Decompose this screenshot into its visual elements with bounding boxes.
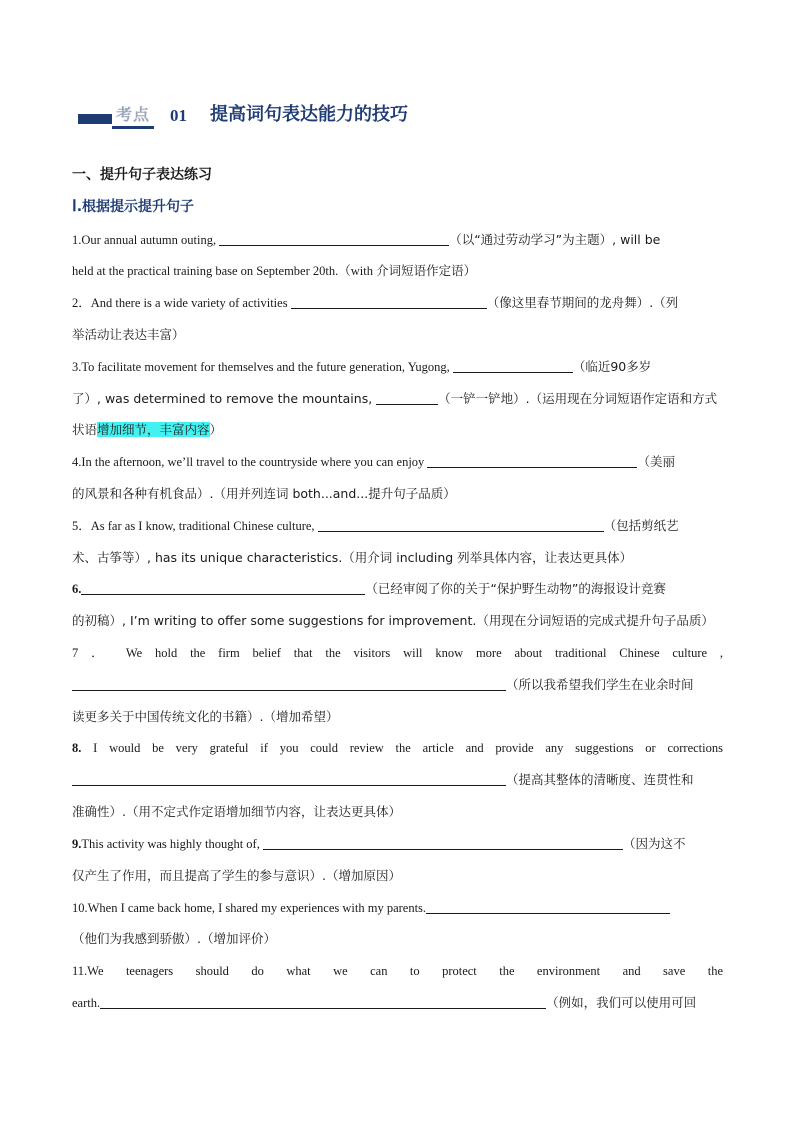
- question-3-line-3: [72, 419, 723, 441]
- question-9-line-2: [72, 865, 723, 887]
- answer-blank[interactable]: [376, 390, 438, 405]
- question-7-line-1: [72, 642, 723, 664]
- answer-blank[interactable]: [453, 358, 573, 373]
- question-hint: （一铲一铲地）.（运用现在分词短语作定语和方式: [438, 391, 718, 406]
- question-text: 11.We teenagers should do what we can to protect the environment and save the: [72, 964, 723, 978]
- question-4-line-2: [72, 483, 723, 505]
- subsection-title: [72, 197, 194, 217]
- question-hint: 的风景和各种有机食品）.（用并列连词 both...and...提升句子品质）: [72, 486, 456, 501]
- question-10-line-2: [72, 928, 723, 950]
- question-8-line-1: [72, 737, 723, 759]
- answer-blank[interactable]: [100, 994, 546, 1009]
- question-hint: 状语: [72, 422, 98, 437]
- question-number: 6.: [72, 582, 82, 596]
- question-7-line-3: [72, 706, 723, 728]
- question-hint: （以“通过劳动学习”为主题）, will be: [449, 232, 661, 247]
- question-5-line-1: [72, 515, 723, 537]
- question-11-line-2: [72, 992, 723, 1014]
- question-10-line-1: [72, 897, 723, 919]
- question-11-line-1: [72, 960, 723, 982]
- question-hint: （临近90多岁: [572, 359, 652, 374]
- question-hint: （因为这不: [622, 836, 686, 851]
- topic-header: [78, 104, 718, 128]
- question-3-line-1: [72, 356, 723, 378]
- subsection-roman: Ⅰ: [72, 198, 77, 215]
- question-2-line-2: [72, 324, 723, 346]
- topic-number: 01: [170, 106, 187, 125]
- question-text: held at the practical training base on September 20th.（with 介词短语作定语）: [72, 264, 477, 278]
- section-title: 一、提升句子表达练习: [72, 167, 212, 183]
- question-text: 1.Our annual autumn outing,: [72, 233, 220, 247]
- question-6-line-2: [72, 610, 723, 632]
- question-6-line-1: [72, 578, 723, 600]
- answer-blank[interactable]: [81, 580, 365, 595]
- question-hint: （所以我希望我们学生在业余时间: [506, 677, 694, 692]
- question-9-line-1: [72, 833, 723, 855]
- question-4-line-1: [72, 451, 723, 473]
- question-1-line-1: [72, 229, 723, 251]
- question-7-line-2: [72, 674, 723, 696]
- question-2-line-1: [72, 292, 723, 314]
- question-hint: （已经审阅了你的关于“保护野生动物”的海报设计竞赛: [365, 581, 666, 596]
- subsection-label: .根据提示提升句子: [76, 199, 195, 215]
- question-number: 8.: [72, 741, 82, 755]
- highlighted-text: 增加细节，丰富内容: [97, 422, 210, 437]
- question-hint: 举活动让表达丰富）: [72, 327, 185, 342]
- question-text: 4.In the afternoon, we’ll travel to the countryside where you can enjoy: [72, 455, 428, 469]
- question-hint: 仅产生了作用，而且提高了学生的参与意识）.（增加原因）: [72, 868, 401, 883]
- topic-title: 提高词句表达能力的技巧: [210, 104, 408, 125]
- question-hint: （他们为我感到骄傲）.（增加评价）: [72, 931, 276, 946]
- answer-blank[interactable]: [318, 517, 604, 532]
- question-text: 5．As far as I know, traditional Chinese culture,: [72, 519, 318, 533]
- question-text: 3.To facilitate movement for themselves and the future generation, Yugong,: [72, 360, 453, 374]
- question-text: 2．And there is a wide variety of activities: [72, 296, 291, 310]
- question-hint: （像这里春节期间的龙舟舞）.（列: [486, 295, 679, 310]
- question-hint: ）: [209, 422, 223, 437]
- question-text: 10.When I came back home, I shared my experiences with my parents.: [72, 901, 427, 915]
- question-hint: 术、古筝等）, has its unique characteristics.（用介词 including 列举具体内容，让表达更具体）: [72, 550, 633, 565]
- question-8-line-2: [72, 769, 723, 791]
- question-text: earth.: [72, 996, 101, 1010]
- question-hint: 准确性）.（用不定式作定语增加细节内容，让表达更具体）: [72, 804, 401, 819]
- question-text: This activity was highly thought of,: [81, 837, 263, 851]
- question-text: 7 ． We hold the firm belief that the visitors will know more about traditional Chinese culture ,: [72, 646, 723, 660]
- answer-blank[interactable]: [427, 453, 637, 468]
- question-hint: 读更多关于中国传统文化的书籍）.（增加希望）: [72, 709, 339, 724]
- question-hint: （提高其整体的清晰度、连贯性和: [506, 772, 694, 787]
- answer-blank[interactable]: [426, 899, 670, 914]
- answer-blank[interactable]: [72, 771, 506, 786]
- question-8-line-3: [72, 801, 723, 823]
- header-bar-decoration: [78, 114, 112, 124]
- question-hint: （例如，我们可以使用可回: [546, 995, 697, 1010]
- question-3-line-2: [72, 388, 723, 410]
- question-hint: （包括剪纸艺: [603, 518, 679, 533]
- answer-blank[interactable]: [263, 835, 623, 850]
- answer-blank[interactable]: [291, 294, 487, 309]
- question-hint: （美丽: [637, 454, 675, 469]
- answer-blank[interactable]: [219, 231, 449, 246]
- question-1-line-2: [72, 260, 723, 282]
- question-text: 了）, was determined to remove the mountains,: [72, 391, 377, 406]
- question-text: I would be very grateful if you could review the article and provide any suggestions or corrections: [81, 741, 723, 755]
- question-hint: 的初稿）, I’m writing to offer some suggestions for improvement.（用现在分词短语的完成式提升句子品质）: [72, 613, 714, 628]
- topic-tag: 考点: [112, 106, 154, 129]
- question-5-line-2: [72, 547, 723, 569]
- answer-blank[interactable]: [72, 676, 506, 691]
- question-number: 9.: [72, 837, 82, 851]
